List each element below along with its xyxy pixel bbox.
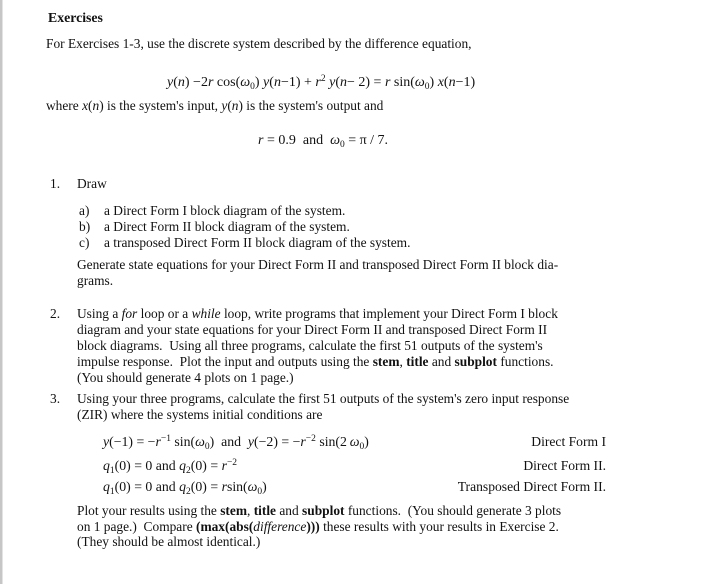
paragraph-line: Using your three programs, calculate the first 51 outputs of the system's zero input response	[77, 391, 570, 406]
paragraph-line: Plot your results using the stem, title and subplot functions. (You should generate 3 plots	[77, 503, 562, 518]
condition-row-direct-form-1	[103, 433, 606, 453]
subitem-c-marker: c)	[79, 235, 90, 250]
condition-equation: $y(-1) = -r^{-1}$ $\sin(\omega_0)$ and $y(-2) = -r^{-2}$ sin(2 $\omega_0$)	[103, 434, 369, 452]
exercise-1-label: Draw	[77, 176, 107, 191]
condition-row-direct-form-2	[103, 457, 606, 477]
exercise-2-paragraph	[77, 306, 558, 386]
exercise-1-note	[77, 257, 558, 289]
difference-equation: y(n) −2r $\cos(\omega_0) y(n-1) + r^2$ y(n− 2) = r $\sin(\omega_0)$ x(n−1)	[167, 74, 476, 92]
paragraph-line: block diagrams. Using all three programs, calculate the first 51 outputs of the system's	[77, 338, 543, 353]
condition-equation: $q_1(0) = 0$ and $q_2(0) = r^{-2}$	[103, 458, 238, 476]
intro-paragraph: For Exercises 1-3, use the discrete system described by the difference equation,	[46, 36, 472, 51]
paragraph-line: diagram and your state equations for your Direct Form II and transposed Direct Form II	[77, 322, 548, 337]
subitem-a-marker: a)	[79, 203, 90, 218]
subitem-b-text: a Direct Form II block diagram of the system.	[104, 219, 350, 234]
paragraph-line: impulse response. Plot the input and outputs using the stem, title and subplot functions.	[77, 354, 554, 369]
closing-paragraph	[77, 503, 561, 550]
exercise-2-number: 2.	[50, 306, 61, 321]
section-title: Exercises	[48, 10, 103, 25]
exercise-1-note-line-1: Generate state equations for your Direct Form II and transposed Direct Form II block dia-	[77, 257, 559, 272]
subitem-c-text: a transposed Direct Form II block diagram of the system.	[104, 235, 411, 250]
where-line: where x(n) is the system's input, y(n) is the system's output and	[46, 98, 384, 113]
condition-row-transposed-direct-form-2	[103, 478, 606, 498]
exercise-3-paragraph	[77, 391, 569, 423]
condition-label: Direct Form I	[531, 434, 606, 449]
subitem-b-marker: b)	[79, 219, 91, 234]
exercise-1-note-line-2: grams.	[77, 273, 114, 288]
subitem-a-text: a Direct Form I block diagram of the system.	[104, 203, 346, 218]
paragraph-line: (You should generate 4 plots on 1 page.)	[77, 370, 294, 385]
paragraph-line: Using a for loop or a while loop, write programs that implement your Direct Form I block	[77, 306, 558, 321]
exercise-3-number: 3.	[50, 391, 61, 406]
exercise-1-number: 1.	[50, 176, 61, 191]
page-edge	[0, 0, 3, 584]
parameters-line: r = 0.9 and $\omega_0 = \pi / 7$.	[258, 133, 389, 150]
paragraph-line: (ZIR) where the systems initial conditions are	[77, 407, 323, 422]
condition-label: Transposed Direct Form II.	[457, 479, 606, 494]
condition-label: Direct Form II.	[523, 458, 606, 473]
condition-equation: $q_1(0) = 0$ and $q_2(0) = rsin(\omega_0)$	[103, 479, 267, 497]
paragraph-line: on 1 page.) Compare (max(abs(difference))) these results with your results in Exercise 2.	[77, 518, 559, 534]
paragraph-line: (They should be almost identical.)	[77, 534, 261, 549]
